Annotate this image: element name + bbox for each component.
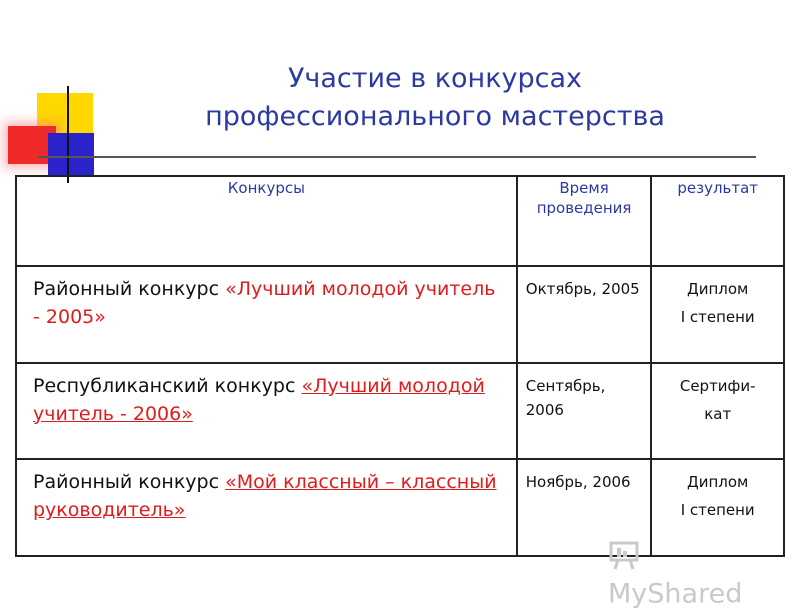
contest-name-cell xyxy=(16,459,517,556)
contest-name-highlight: «Лучший молодой учитель - 2005» xyxy=(33,278,496,328)
result-line-2: I степени xyxy=(680,501,755,520)
blue-square-decoration xyxy=(48,133,94,175)
table-row xyxy=(16,266,784,363)
contest-name-link[interactable]: «Лучший молодой учитель - 2006» xyxy=(33,374,485,425)
header-result: результат xyxy=(651,176,784,266)
contest-name-plain: Республиканский конкурс xyxy=(33,374,302,397)
contests-table xyxy=(15,175,785,557)
horizontal-rule xyxy=(38,156,756,158)
result-line-1: Диплом xyxy=(687,280,749,298)
contest-result-cell xyxy=(651,266,784,363)
header-time: Время проведения xyxy=(517,176,652,266)
result-line-1: Диплом xyxy=(687,473,749,492)
slide-title xyxy=(130,60,740,136)
contest-time-cell: Октябрь, 2005 xyxy=(517,266,652,363)
table-row xyxy=(16,363,784,460)
table-header-row xyxy=(16,176,784,266)
watermark xyxy=(608,534,778,610)
contest-name-plain: Районный конкурс xyxy=(33,471,226,494)
result-line-2: I степени xyxy=(680,308,755,326)
vertical-rule xyxy=(67,86,69,183)
watermark-text: MyShared xyxy=(608,578,743,610)
contest-result-cell xyxy=(651,363,784,460)
presentation-board-icon xyxy=(608,540,644,570)
contest-name-link[interactable]: «Мой классный – классный руководитель» xyxy=(33,471,497,522)
contest-time-cell: Ноябрь, 2006 xyxy=(517,459,652,556)
contest-name-cell xyxy=(16,363,517,460)
result-line-2: кат xyxy=(704,404,732,423)
result-line-1: Сертифи- xyxy=(679,376,756,395)
header-contests: Конкурсы xyxy=(16,176,517,266)
contest-time-cell: Сентябрь, 2006 xyxy=(517,363,652,460)
contest-name-plain: Районный конкурс xyxy=(33,278,226,300)
contest-name-cell xyxy=(16,266,517,363)
title-line-1: Участие в конкурсах xyxy=(287,63,583,94)
title-line-2: профессионального мастерства xyxy=(205,101,665,132)
